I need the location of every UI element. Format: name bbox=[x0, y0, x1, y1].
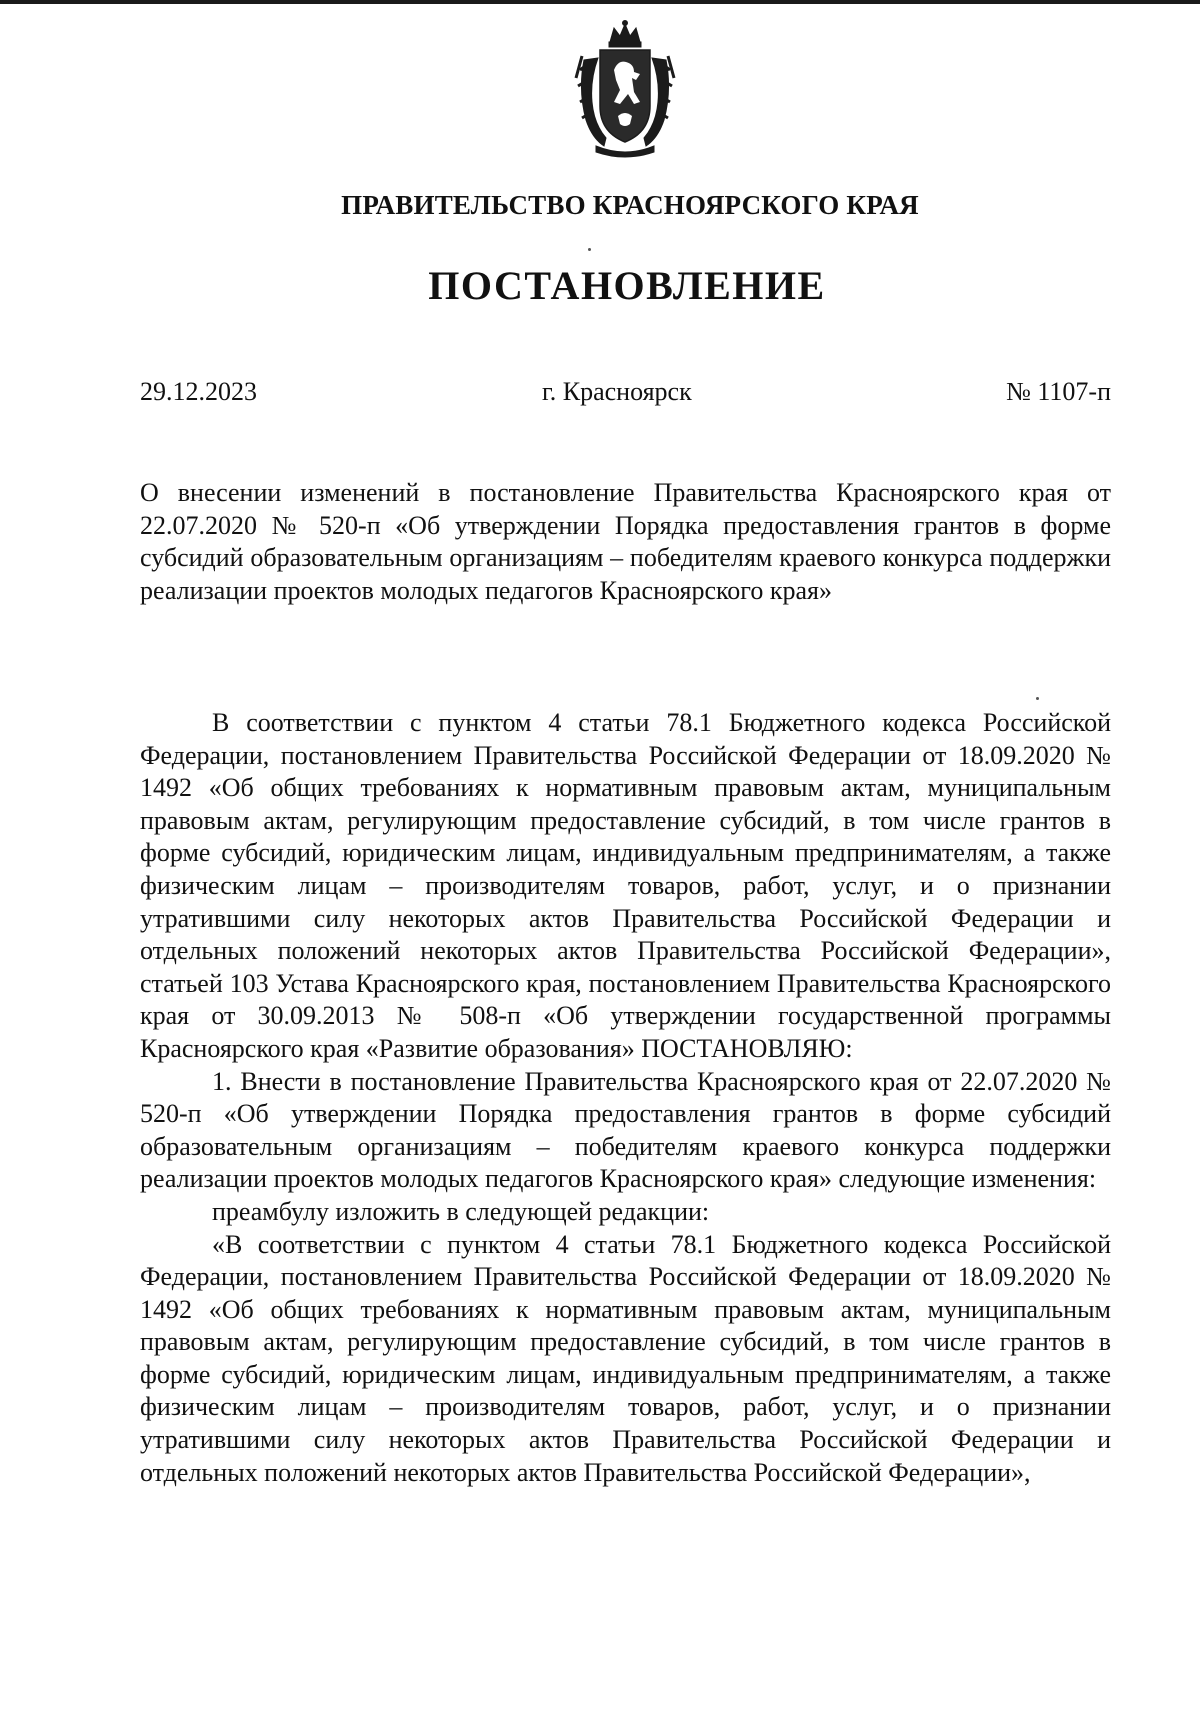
item-1-paragraph: 1. Внести в постановление Правительства Красноярского края от 22.07.2020 № 520-п «Об утверждении Порядка предоставления грантов в форме субсидий образовательным организациям – победителям краевого конкурса поддержки реализации проектов молодых педагогов Красноярского края» следующие изменения: bbox=[140, 1066, 1111, 1194]
government-name: ПРАВИТЕЛЬСТВО КРАСНОЯРСКОГО КРАЯ bbox=[341, 190, 919, 220]
scan-speck bbox=[588, 248, 591, 251]
document-body bbox=[140, 707, 1111, 1489]
document-subject bbox=[140, 477, 1111, 607]
subject-text: О внесении изменений в постановление Правительства Красноярского края от 22.07.2020 № 520-п «Об утверждении Порядка предоставления грантов в форме субсидий образовательным организациям – победителям краевого конкурса поддержки реализации проектов молодых педагогов Красноярского края» bbox=[140, 478, 1111, 605]
document-number: № 1107-п bbox=[1006, 377, 1111, 406]
scan-top-border bbox=[0, 0, 1200, 4]
scan-speck bbox=[1036, 697, 1039, 700]
document-type-title: ПОСТАНОВЛЕНИЕ bbox=[428, 263, 826, 308]
quoted-preamble-paragraph: «В соответствии с пунктом 4 статьи 78.1 Бюджетного кодекса Российской Федерации, постановлением Правительства Российской Федерации от 18.09.2020 № 1492 «Об общих требованиях к нормативным правовым актам, муниципальным правовым актам, регулирующим предоставление субсидий, в том числе грантов в форме субсидий, юридическим лицам, индивидуальным предпринимателям, а также физическим лицам – производителям товаров, работ, услуг, и о признании утратившими силу некоторых актов Правительства Российской Федерации и отдельных положений некоторых актов Правительства Российской Федерации», bbox=[140, 1229, 1111, 1487]
item-1-subparagraph: преамбулу изложить в следующей редакции: bbox=[212, 1196, 710, 1226]
document-date: 29.12.2023 bbox=[140, 377, 257, 406]
preamble-paragraph: В соответствии с пунктом 4 статьи 78.1 Бюджетного кодекса Российской Федерации, постановлением Правительства Российской Федерации от 18.09.2020 № 1492 «Об общих требованиях к нормативным правовым актам, муниципальным правовым актам, регулирующим предоставление субсидий, в том числе грантов в форме субсидий, юридическим лицам, индивидуальным предпринимателям, а также физическим лицам – производителям товаров, работ, услуг, и о признании утратившими силу некоторых актов Правительства Российской Федерации и отдельных положений некоторых актов Правительства Российской Федерации», статьей 103 Устава Красноярского края, постановлением Правительства Красноярского края от 30.09.2013 № 508-п «Об утверждении государственной программы Красноярского края «Развитие образования» ПОСТАНОВЛЯЮ: bbox=[140, 708, 1111, 1063]
coat-of-arms-emblem bbox=[574, 20, 676, 160]
document-city: г. Красноярск bbox=[542, 377, 692, 406]
